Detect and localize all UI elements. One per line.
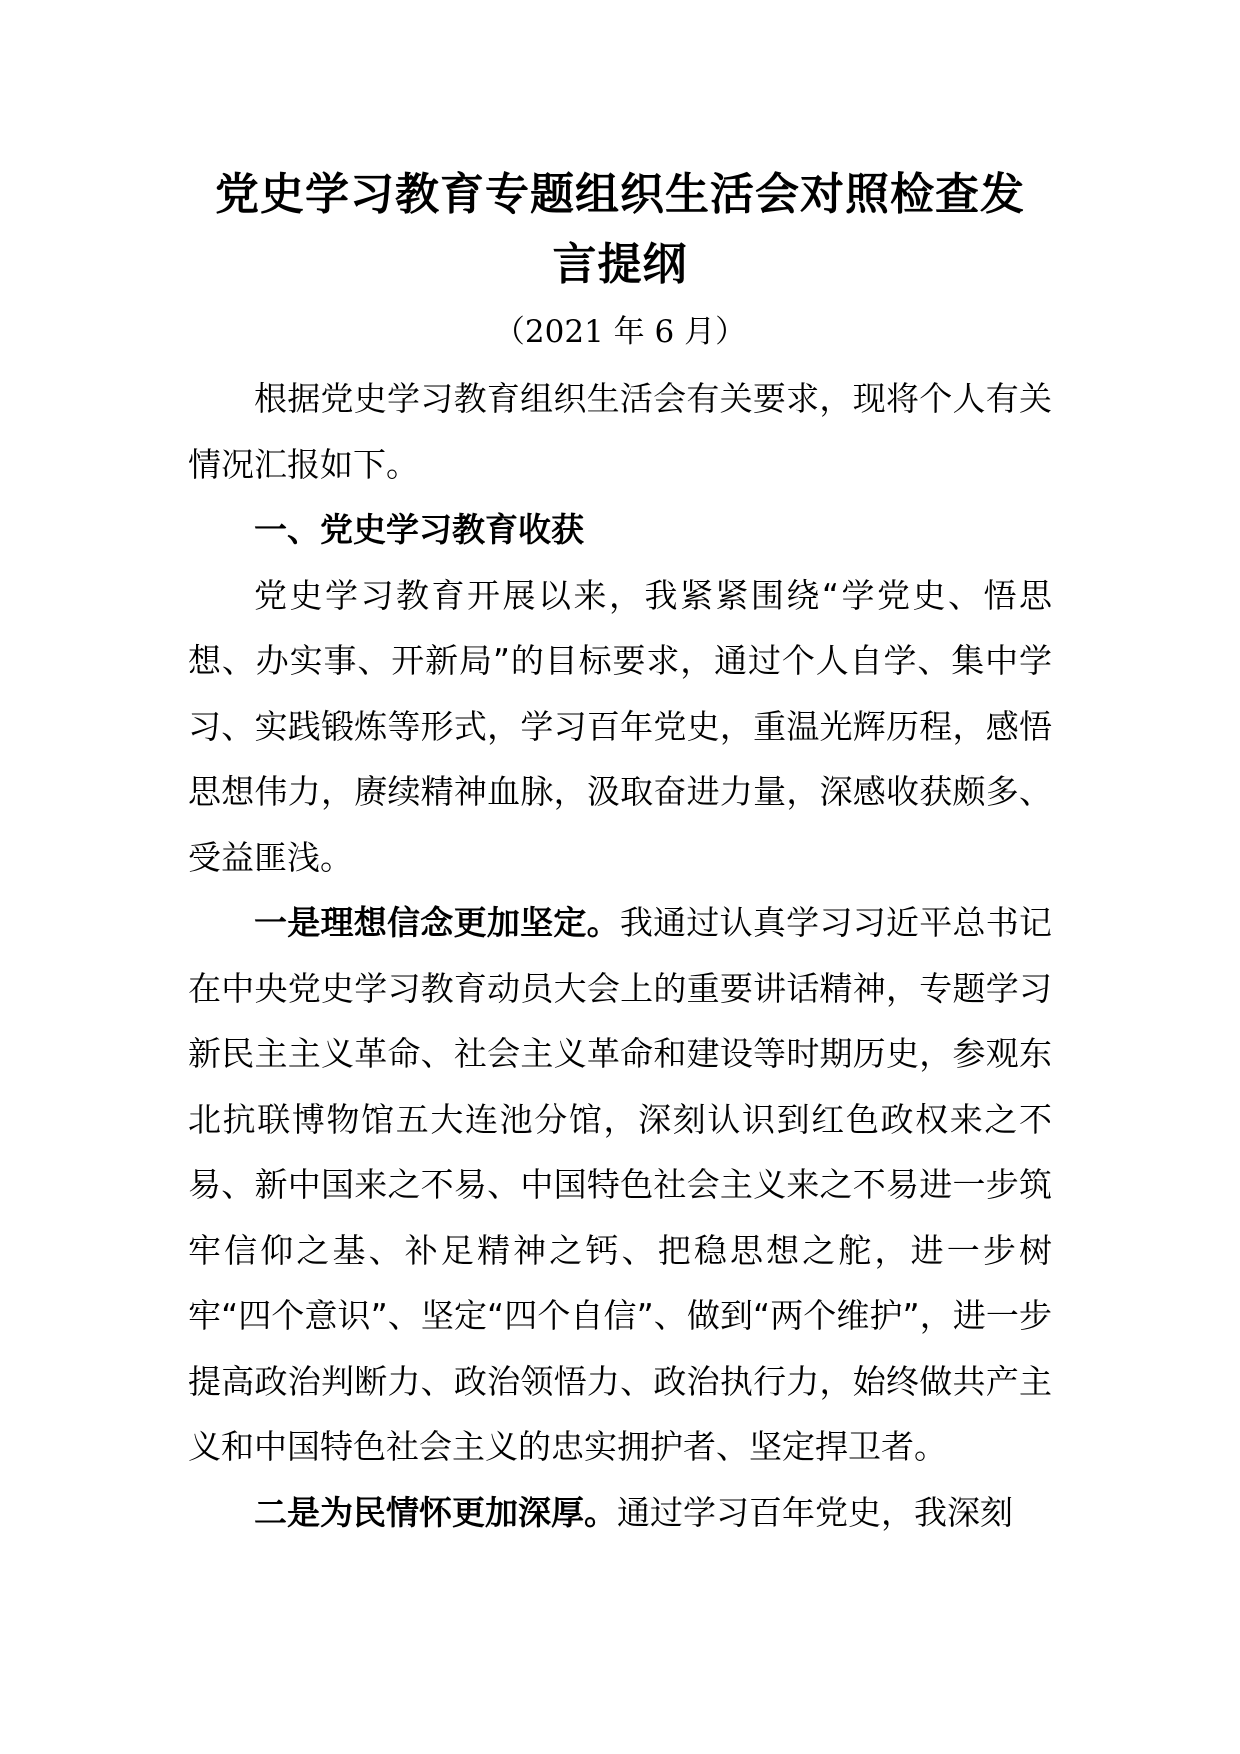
- section-heading-1: 一、党史学习教育收获: [254, 510, 584, 549]
- title-line-1: 党史学习教育专题组织生活会对照检查发: [215, 169, 1025, 220]
- intro-paragraph: 根据党史学习教育组织生活会有关要求，现将个人有关情况汇报如下。: [188, 379, 1052, 484]
- point-2-lead: 二是为民情怀更加深厚。: [254, 1492, 617, 1532]
- document-page: [188, 160, 1052, 1545]
- title-line-2: 言提纲: [552, 239, 688, 290]
- point-1-lead: 一是理想信念更加坚定。: [254, 903, 620, 942]
- section-1-paragraph: 党史学习教育开展以来，我紧紧围绕“学党史、悟思想、办实事、开新局”的目标要求，通过个人自学、集中学习、实践锻炼等形式，学习百年党史，重温光辉历程，感悟思想伟力，赓续精神血脉，汲取奋进力量，深感收获颇多、受益匪浅。: [188, 575, 1052, 877]
- point-2-body: 通过学习百年党史，我深刻: [617, 1492, 1013, 1532]
- point-1-paragraph: [188, 890, 1052, 1480]
- point-2-paragraph: [188, 1480, 1052, 1546]
- point-1-body: 我通过认真学习习近平总书记在中央党史学习教育动员大会上的重要讲话精神，专题学习新民主主义革命、社会主义革命和建设等时期历史，参观东北抗联博物馆五大连池分馆，深刻认识到红色政权来之不易、新中国来之不易、中国特色社会主义来之不易进一步筑牢信仰之基、补足精神之钙、把稳思想之舵，进一步树牢“四个意识”、坚定“四个自信”、做到“两个维护”，进一步提高政治判断力、政治领悟力、政治执行力，始终做共产主义和中国特色社会主义的忠实拥护者、坚定捍卫者。: [188, 903, 1053, 1466]
- document-date: （2021 年 6 月）: [493, 314, 747, 350]
- document-title: [188, 160, 1052, 300]
